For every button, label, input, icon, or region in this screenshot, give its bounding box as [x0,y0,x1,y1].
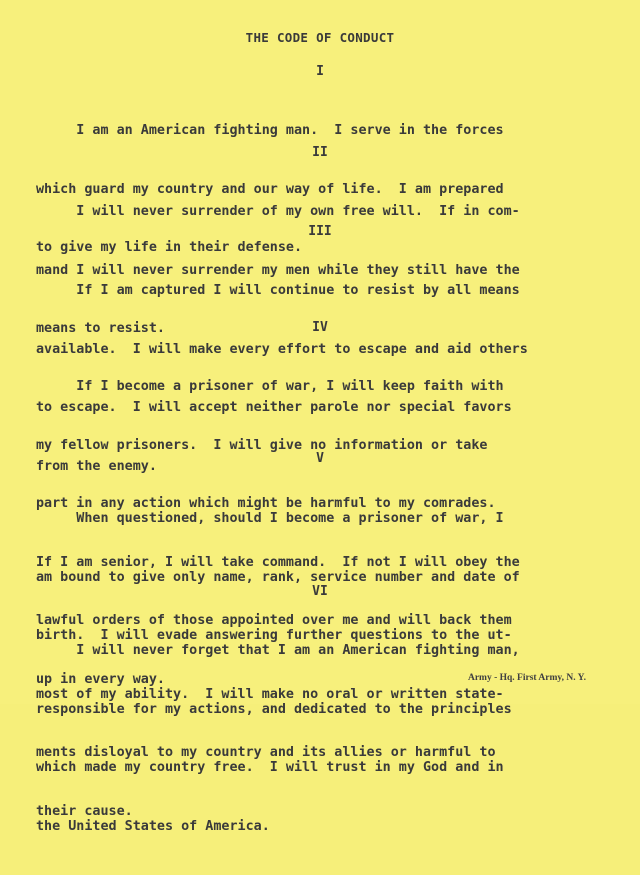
text-line: from the enemy. [36,458,157,474]
article-numeral-5: V [316,451,324,466]
text-line: available. I will make every effort to escape and aid others [36,341,528,357]
text-line: part in any action which might be harmful to my comrades. [36,496,496,511]
text-line: their cause. [36,803,133,819]
text-line: which made my country free. I will trust in my God and in [36,760,504,775]
text-line: If I am senior, I will take command. If not I will obey the [36,554,520,570]
text-line: I am an American fighting man. I serve in the forces [36,123,504,138]
text-line: I will never surrender of my own free will. If in com- [36,204,520,219]
text-line: to escape. I will accept neither parole nor special favors [36,400,512,415]
text-line: lawful orders of those appointed over me and will back them [36,613,512,628]
text-line: up in every way. [36,671,165,687]
text-line: most of my ability. I will make no oral or written state- [36,686,504,702]
article-numeral-4: IV [312,320,328,335]
text-line: birth. I will evade answering further questions to the ut- [36,628,512,643]
text-line: When questioned, should I become a prisoner of war, I [36,511,504,526]
text-line: responsible for my actions, and dedicated to the principles [36,701,512,717]
text-line: I will never forget that I am an American fighting man, [36,643,520,658]
article-text-6 [36,602,611,875]
document-title: THE CODE OF CONDUCT [245,30,395,45]
text-line: means to resist. [36,321,165,336]
text-line: If I become a prisoner of war, I will keep faith with [36,379,504,394]
text-line: am bound to give only name, rank, service number and date of [36,569,520,585]
text-line: If I am captured I will continue to resist by all means [36,283,520,298]
issuer-footer: Army - Hq. First Army, N. Y. [467,673,586,683]
text-line: the United States of America. [36,818,270,834]
text-line: to give my life in their defense. [36,240,303,255]
text-line: mand I will never surrender my men while they still have the [36,262,520,278]
article-numeral-3: III [308,224,332,239]
article-numeral-2: II [312,145,328,160]
text-line: my fellow prisoners. I will give no information or take [36,437,488,453]
text-line: ments disloyal to my country and its allies or harmful to [36,745,496,760]
text-line: which guard my country and our way of life. I am prepared [36,181,504,197]
article-numeral-6: VI [312,584,328,599]
article-numeral-1: I [316,64,324,79]
